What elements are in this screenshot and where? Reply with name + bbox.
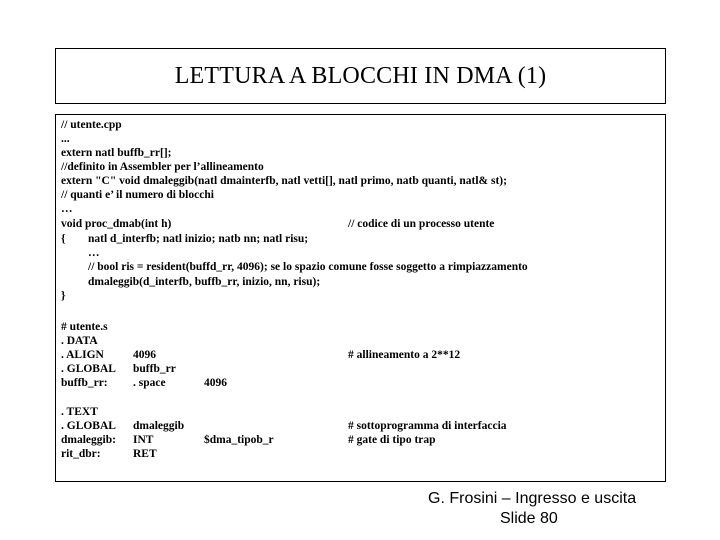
code-line: ... (61, 133, 70, 145)
code-line: void proc_dmab(int h) (61, 218, 172, 230)
asm-line: # utente.s (61, 321, 108, 333)
footer-author: G. Frosini – Ingresso e uscita (428, 490, 637, 507)
code-line: natl d_interfb; natl inizio; natb nn; natl risu; (88, 233, 309, 245)
slide-title: LETTURA A BLOCCHI IN DMA (1) (174, 62, 547, 89)
code-line: // utente.cpp (61, 119, 122, 131)
asm-label: dmaleggib: (61, 434, 116, 446)
code-line: //definito in Assembler per l’allineamento (61, 161, 264, 173)
code-brace: { (61, 233, 66, 245)
asm-operand: RET (133, 448, 157, 460)
asm-operand: dmaleggib (133, 420, 185, 432)
asm-label: . GLOBAL (61, 363, 116, 375)
code-line: … (61, 203, 73, 215)
asm-label: . GLOBAL (61, 420, 116, 432)
asm-argument: 4096 (204, 377, 227, 389)
asm-operand: buffb_rr (133, 363, 176, 375)
asm-line: . DATA (61, 335, 98, 347)
asm-comment: # sottoprogramma di interfaccia (348, 420, 507, 432)
code-line: // quanti e’ il numero di blocchi (61, 189, 214, 201)
asm-label: buffb_rr: (61, 377, 108, 389)
asm-operand: . space (133, 377, 166, 389)
code-comment: // codice di un processo utente (348, 218, 495, 230)
asm-comment: # allineamento a 2**12 (348, 349, 461, 361)
footer-slide-number: Slide 80 (500, 510, 558, 527)
code-line: dmaleggib(d_interfb, buffb_rr, inizio, nn, risu); (88, 276, 321, 288)
title-box (55, 48, 666, 104)
asm-label: . ALIGN (61, 349, 104, 361)
code-line: extern "C" void dmaleggib(natl dmainterfb, natl vetti[], natl primo, natb quanti, natl& st); (61, 175, 507, 187)
code-box (55, 114, 666, 482)
asm-operand: INT (133, 434, 154, 446)
code-line: … (88, 247, 100, 259)
asm-argument: $dma_tipob_r (204, 434, 274, 446)
code-line: extern natl buffb_rr[]; (61, 147, 172, 159)
asm-comment: # gate di tipo trap (348, 434, 436, 446)
asm-label: rit_dbr: (61, 448, 101, 460)
code-line: } (61, 290, 66, 302)
code-line: // bool ris = resident(buffd_rr, 4096); se lo spazio comune fosse soggetto a rimpiazzamento (88, 261, 528, 273)
asm-line: . TEXT (61, 406, 98, 418)
asm-operand: 4096 (133, 349, 156, 361)
